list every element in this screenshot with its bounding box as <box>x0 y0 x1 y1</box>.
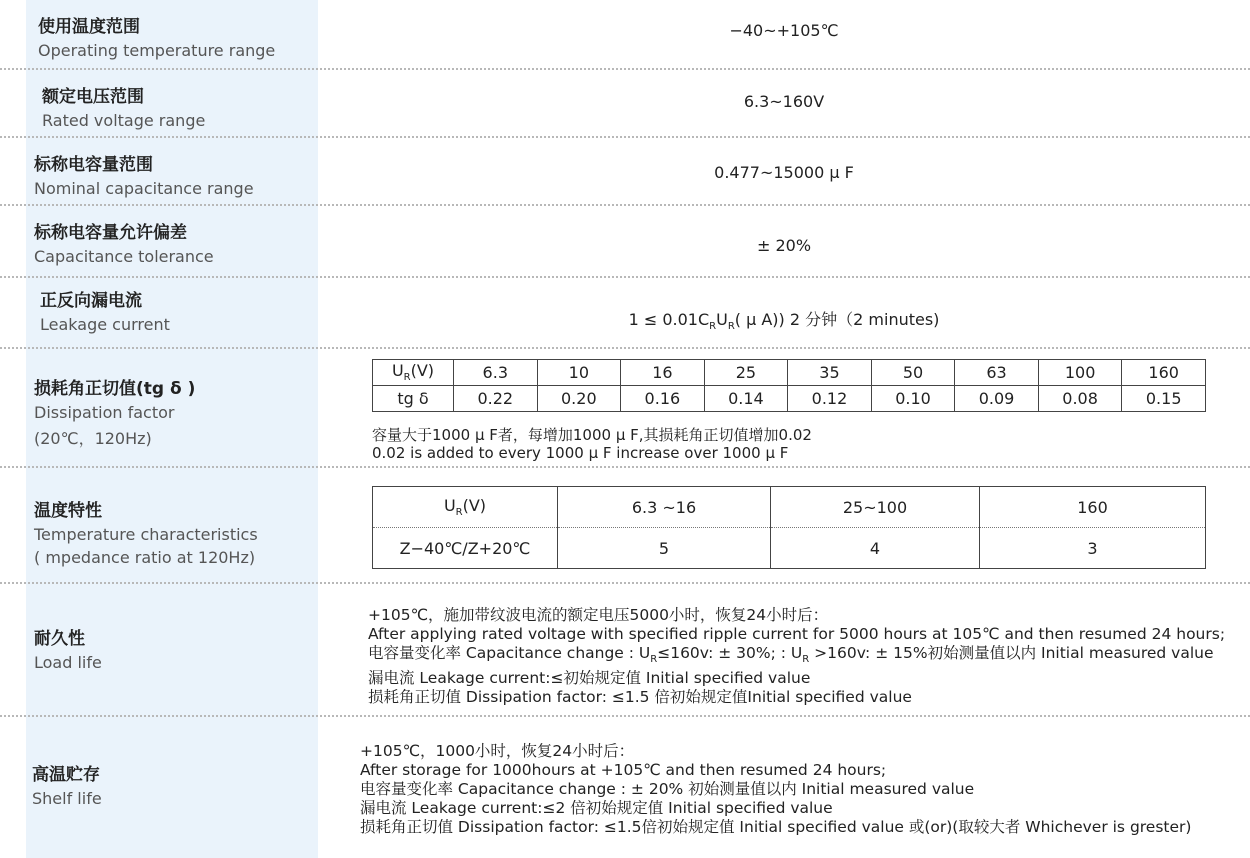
voltage-label-cn: 额定电压范围 <box>42 87 144 107</box>
table-row <box>373 528 1206 569</box>
capacitance-value: 0.477~15000 μ F <box>714 163 854 182</box>
tolerance-label <box>34 218 214 266</box>
dissipation-note <box>372 426 812 462</box>
voltage-label-en: Rated voltage range <box>42 111 206 130</box>
row-divider <box>0 136 1250 138</box>
shelf-life-line: After storage for 1000hours at +105℃ and then resumed 24 hours; <box>360 761 887 779</box>
dissipation-label-condition: (20℃，120Hz) <box>34 429 152 448</box>
row-divider <box>0 582 1250 584</box>
table-cell: 3 <box>980 528 1206 569</box>
dissipation-label-cn: 损耗角正切值(tg δ ) <box>34 379 196 399</box>
dissipation-table <box>372 359 1206 412</box>
table-cell: 0.14 <box>704 386 788 412</box>
table-cell: 16 <box>621 360 705 386</box>
temperature-char-label-condition: ( mpedance ratio at 120Hz) <box>34 548 256 567</box>
load-life-label-en: Load life <box>34 653 102 672</box>
tolerance-label-en: Capacitance tolerance <box>34 247 214 266</box>
leakage-value: $1 \le 0.01C_RU_R$( μ A)) 2 分钟（2 minutes) <box>628 310 940 333</box>
capacitance-label-cn: 标称电容量范围 <box>34 155 153 175</box>
tolerance-value: ± 20% <box>756 236 812 255</box>
row-divider <box>0 347 1250 349</box>
table-cell: 0.10 <box>871 386 955 412</box>
shelf-life-line: 损耗角正切值 Dissipation factor: ≤1.5倍初始规定值 Initial specified value 或(or)(取较大者 Whichever is grester) <box>360 818 1192 836</box>
capacitance-label-en: Nominal capacitance range <box>34 179 254 198</box>
dissipation-note-cn: 容量大于1000 μ F者，每增加1000 μ F,其损耗角正切值增加0.02 <box>372 426 812 444</box>
table-cell: 0.22 <box>454 386 538 412</box>
temperature-char-label-cn: 温度特性 <box>34 501 102 521</box>
tg-header-cell: tg δ <box>373 386 454 412</box>
row-divider <box>0 68 1250 70</box>
voltage-label <box>42 82 205 130</box>
dissipation-note-en: 0.02 is added to every 1000 μ F increase over 1000 μ F <box>372 444 789 462</box>
shelf-life-line: 漏电流 Leakage current:≤2 倍初始规定值 Initial specified value <box>360 799 833 817</box>
leakage-label <box>40 286 170 334</box>
shelf-life-text <box>360 742 1191 837</box>
temp-label <box>38 12 275 60</box>
shelf-life-label <box>32 760 102 808</box>
temperature-char-table <box>372 486 1206 569</box>
voltage-header-cell: $U_R(V)$ <box>373 360 454 386</box>
shelf-life-line: 电容量变化率 Capacitance change : ± 20% 初始测量值以内 Initial measured value <box>360 780 975 798</box>
table-cell: 25 <box>704 360 788 386</box>
temp-label-cn: 使用温度范围 <box>38 17 140 37</box>
leakage-label-en: Leakage current <box>40 315 170 334</box>
table-cell: 4 <box>771 528 980 569</box>
table-cell: 0.08 <box>1038 386 1122 412</box>
table-cell: 0.15 <box>1122 386 1206 412</box>
table-cell: 63 <box>955 360 1039 386</box>
row-divider <box>0 466 1250 468</box>
table-row <box>373 360 1206 386</box>
table-cell: 25~100 <box>771 487 980 528</box>
voltage-value: 6.3~160V <box>743 92 825 111</box>
table-cell: 35 <box>788 360 872 386</box>
table-cell: 0.09 <box>955 386 1039 412</box>
tolerance-label-cn: 标称电容量允许偏差 <box>34 223 187 243</box>
table-row <box>373 487 1206 528</box>
load-life-line: 漏电流 Leakage current:≤初始规定值 Initial specified value <box>368 669 811 688</box>
table-cell: 50 <box>871 360 955 386</box>
table-cell: 5 <box>558 528 771 569</box>
load-life-label <box>34 624 102 672</box>
table-cell: 160 <box>980 487 1206 528</box>
dissipation-label <box>34 374 195 449</box>
table-cell: 0.12 <box>788 386 872 412</box>
row-divider <box>0 715 1250 717</box>
load-life-line: +105℃，施加带纹波电流的额定电压5000小时，恢复24小时后： <box>368 606 829 624</box>
impedance-header-cell: Z−40℃/Z+20℃ <box>373 528 558 569</box>
load-life-line: 电容量变化率 Capacitance change : $U_R\le 160v$: ± 30%; : $U_R >160v$: ± 15%初始测量值以内 Initial measured value <box>368 644 1214 666</box>
table-cell: 10 <box>537 360 621 386</box>
table-cell: 6.3 <box>454 360 538 386</box>
dissipation-label-en: Dissipation factor <box>34 403 175 422</box>
table-cell: 160 <box>1122 360 1206 386</box>
row-divider <box>0 276 1250 278</box>
load-life-text <box>368 606 1225 707</box>
shelf-life-label-en: Shelf life <box>32 789 102 808</box>
shelf-life-line: +105℃，1000小时，恢复24小时后： <box>360 742 635 760</box>
voltage-header-cell: $U_R(V)$ <box>373 487 558 528</box>
load-life-line: 损耗角正切值 Dissipation factor: ≤1.5 倍初始规定值Initial specified value <box>368 688 912 707</box>
row-divider <box>0 204 1250 206</box>
leakage-label-cn: 正反向漏电流 <box>40 291 142 311</box>
load-life-label-cn: 耐久性 <box>34 629 85 649</box>
temperature-char-label <box>34 496 258 567</box>
temp-value: −40~+105℃ <box>729 21 839 40</box>
table-cell: 100 <box>1038 360 1122 386</box>
table-cell: 6.3 ~16 <box>558 487 771 528</box>
temp-label-en: Operating temperature range <box>38 41 276 60</box>
table-cell: 0.20 <box>537 386 621 412</box>
temperature-char-label-en: Temperature characteristics <box>34 525 258 544</box>
table-cell: 0.16 <box>621 386 705 412</box>
table-row <box>373 386 1206 412</box>
shelf-life-label-cn: 高温贮存 <box>32 765 100 785</box>
capacitance-label <box>34 150 254 198</box>
load-life-line: After applying rated voltage with specified ripple current for 5000 hours at 105℃ and then resumed 24 hours; <box>368 625 1226 643</box>
